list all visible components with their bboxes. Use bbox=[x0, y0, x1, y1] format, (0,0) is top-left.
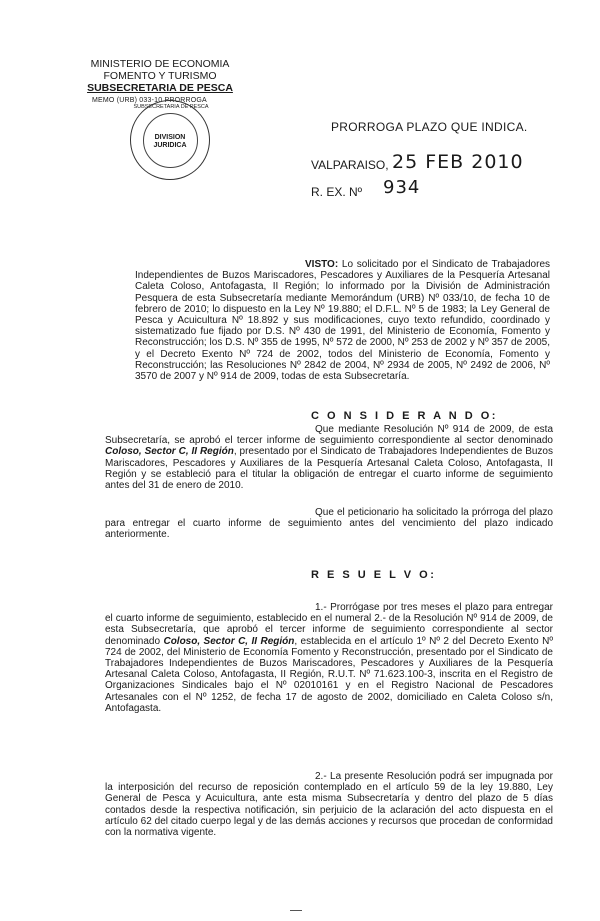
resuelvo-paragraph-1 bbox=[105, 602, 553, 714]
ministry-name: MINISTERIO DE ECONOMIA bbox=[90, 58, 230, 70]
considerando-p2-text: Que el peticionario ha solicitado la prórroga del plazo para entregar el cuarto informe de seguimiento antes del vencimiento del plazo indicado anteriormente. bbox=[105, 507, 553, 541]
stamp-line-2: JURIDICA bbox=[153, 142, 187, 149]
considerando-paragraph-1 bbox=[105, 424, 553, 491]
resuelvo-p2-text: 2.- La presente Resolución podrá ser impugnada por la interposición del recurso de reposición contemplado en el artículo 59 de la ley 19.880, Ley General de Pesca y Acuicultura, ante esta misma Subsecretaría y dentro del plazo de 5 días contados desde la respectiva notificación, sin perjuicio de la aclaración del acto dispuesta en el artículo 62 del citado cuerpo legal y de las demás acciones y recursos que procedan de conformidad con la normativa vigente. bbox=[105, 771, 553, 839]
ministry-subtitle: FOMENTO Y TURISMO bbox=[103, 70, 217, 82]
resuelvo-paragraph-2 bbox=[105, 771, 553, 838]
document-subject: PRORROGA PLAZO QUE INDICA. bbox=[331, 120, 528, 134]
resuelvo-p1-start: 1.- Prorrógase por tres meses el plazo para entregar el cuarto informe de seguimiento, establecido en el numeral 2.- de la Resolución Nº 914 de 2009, de esta Subsecretaría, que aprobó el tercer informe de seguimiento correspondiente al sector denominado bbox=[105, 602, 553, 647]
stamp-ring-text: SUBSECRETARIA DE PESCA bbox=[133, 104, 209, 110]
resolution-label: R. EX. Nº bbox=[311, 185, 363, 199]
considerando-heading: C O N S I D E R A N D O: bbox=[311, 410, 498, 422]
stamp-line-1: DIVISION bbox=[154, 134, 186, 141]
document-date-stamp: 25 FEB 2010 bbox=[392, 151, 524, 173]
considerando-paragraph-2 bbox=[105, 507, 553, 541]
considerando-p1-start: Que mediante Resolución Nº 914 de 2009, de esta Subsecretaría, se aprobó el tercer informe de seguimiento correspondiente al sector denominado bbox=[105, 424, 553, 447]
sector-name: Coloso, Sector C, II Región bbox=[105, 446, 234, 458]
resuelvo-heading: R E S U E L V O: bbox=[311, 569, 437, 581]
visto-paragraph bbox=[135, 259, 550, 382]
visto-text: Lo solicitado por el Sindicato de Trabajadores Independientes de Buzos Mariscadores, Pescadores y Auxiliares de la Pesquería Artesanal Caleta Coloso, Antofagasta, II Región; lo informado por la División de Administración Pesquera de esta Subsecretaría mediante Memorándum (URB) Nº 033/10, de fecha 10 de febrero de 2010; lo dispuesto en la Ley Nº 19.880; el D.F.L. Nº 5 de 1983; la Ley General de Pesca y Acuicultura Nº 18.892 y sus modificaciones, cuyo texto refundido, coordinado y sistematizado fue fijado por D.S. Nº 430 de 1991, del Ministerio de Economía, Fomento y Reconstrucción; los D.S. Nº 355 de 1995, Nº 572 de 2000, Nº 253 de 2002 y Nº 357 de 2005, y el Decreto Exento Nº 724 de 2002, todos del Ministerio de Economía, Fomento y Reconstrucción; las Resoluciones Nº 2842 de 2004, Nº 2934 de 2005, Nº 2492 de 2006, Nº 3570 de 2007 y Nº 914 de 2009, todas de esta Subsecretaría. bbox=[135, 259, 551, 383]
resuelvo-p1-end: , establecida en el artículo 1º Nº 2 del Decreto Exento Nº 724 de 2002, del Ministerio de Economía Fomento y Reconstrucción, presentado por el Sindicato de Trabajadores Independientes de Buzos Mariscadores, Pescadores y Auxiliares de la Pesquería Artesanal Caleta Coloso, Antofagasta, II Región, R.U.T. Nº 71.623.100-3, inscrita en el Registro de Organizaciones Sindicales bajo el Nº 02010161 y en el Registro Nacional de Pescadores Artesanales con el Nº 1252, de fecha 17 de agosto de 2002, domiciliado en Caleta Coloso s/n, Antofagasta. bbox=[105, 635, 553, 714]
subsecretaria-name: SUBSECRETARIA DE PESCA bbox=[87, 82, 233, 94]
sector-name-resuelvo: Coloso, Sector C, II Región bbox=[163, 635, 295, 647]
document-place: VALPARAISO, bbox=[311, 158, 389, 172]
division-juridica-stamp bbox=[130, 100, 210, 180]
page-edge-mark bbox=[290, 910, 302, 911]
memo-reference: MEMO (URB) 033-10 PRORROGA bbox=[92, 97, 207, 104]
visto-label: VISTO: bbox=[305, 259, 339, 270]
considerando-p1-end: , presentado por el Sindicato de Trabajadores Independientes de Buzos Mariscadores, Pescadores y Auxiliares de la Pesquería Artesanal Caleta Coloso, Antofagasta, II Región y se estableció para el titular la obligación de entregar el cuarto informe de seguimiento antes del 31 de enero de 2010. bbox=[105, 446, 553, 492]
resolution-number: 934 bbox=[383, 177, 421, 198]
